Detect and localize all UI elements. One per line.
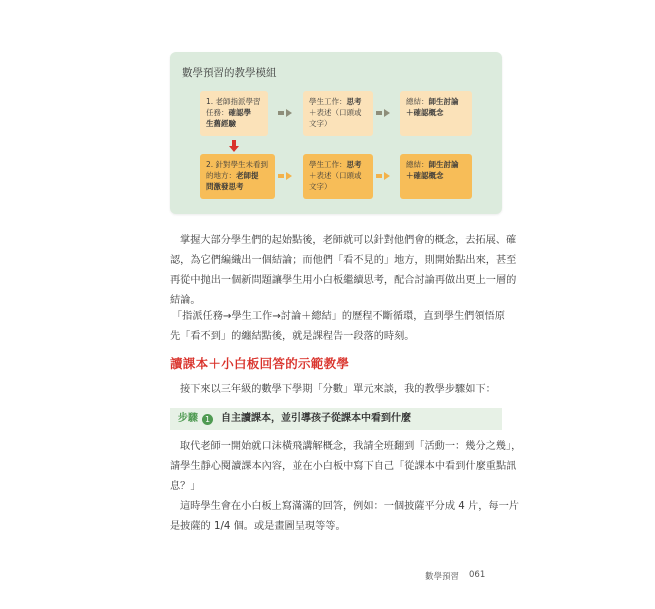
- paragraph-1-line: 結論。: [170, 295, 201, 306]
- paragraph-3-line: 取代老師一開始就口沫橫飛講解概念，我請全班翻到「活動一：幾分之幾」，: [180, 441, 522, 452]
- row1-work-line2: ＋表述（口頭或: [309, 108, 362, 117]
- paragraph-1-line: 認，為它們編織出一個結論；而他們「看不見的」地方，則開始點出來，甚至: [170, 255, 517, 266]
- row1-work-bold: 思考: [346, 97, 362, 106]
- row2-summary-card: [400, 154, 472, 199]
- row1-task-line2: 任務：: [206, 108, 229, 117]
- step-label: 步驟: [178, 413, 198, 424]
- row2-work-bold: 思考: [346, 160, 362, 169]
- row2-work-text: 學生工作：: [309, 160, 347, 169]
- paragraph-2-line: 「指派任務→學生工作→討論＋總結」的歷程不斷循環，直到學生們領悟原: [172, 311, 505, 322]
- row1-work-line3: 文字）: [309, 119, 332, 128]
- diagram-title: 數學預習的教學模組: [182, 67, 277, 79]
- footer-chapter: 數學預習: [425, 572, 460, 582]
- row2-task-card: [200, 154, 275, 199]
- teaching-module-diagram: [170, 52, 502, 214]
- row1-summary-bold: 師生討論: [428, 97, 459, 106]
- row2-summary-bold: 師生討論: [428, 160, 459, 169]
- row2-summary-text: 總結：: [406, 160, 429, 169]
- row2-summary-line2: ＋確認概念: [406, 171, 444, 180]
- row1-task-card: [200, 91, 268, 136]
- paragraph-4-line: 這時學生會在小白板上寫滿滿的回答，例如：一個披薩平分成 4 片，每一片: [180, 501, 519, 512]
- row1-task-bold3: 生舊經驗: [206, 119, 236, 128]
- step-title: 自主讀課本，並引導孩子從課本中看到什麼: [221, 413, 411, 424]
- step-banner: [170, 408, 502, 430]
- row2-work-card: [303, 154, 373, 199]
- row1-summary-text: 總結：: [406, 97, 429, 106]
- section-heading: 讀課本＋小白板回答的示範教學: [170, 356, 350, 371]
- row2-task-bold3: 問激發思考: [206, 182, 244, 191]
- row1-task-text: 1. 老師指派學習: [206, 97, 261, 106]
- row2-task-bold2: 老師提: [236, 171, 259, 180]
- paragraph-4-line: 是披薩的 1/4 個。或是畫圖呈現等等。: [170, 521, 346, 532]
- paragraph-3-line: 請學生靜心閱讀課本內容，並在小白板中寫下自己「從課本中看到什麼重點訊: [170, 461, 517, 472]
- row1-summary-line2: ＋確認概念: [406, 108, 444, 117]
- intro-text: 接下來以三年級的數學下學期「分數」單元來談，我的教學步驟如下：: [180, 384, 496, 395]
- row1-task-bold2: 確認學: [228, 108, 251, 117]
- arrow-right-icon: [384, 172, 390, 180]
- row2-work-line3: 文字）: [309, 182, 332, 191]
- arrow-right-icon: [286, 109, 292, 117]
- row1-work-text: 學生工作：: [309, 97, 347, 106]
- paragraph-2-line: 先「看不到」的纏結點後，就是課程告一段落的時刻。: [170, 331, 415, 342]
- arrow-right-icon: [384, 109, 390, 117]
- step-number-badge: 1: [202, 414, 213, 425]
- paragraph-3-line: 息？」: [170, 481, 201, 492]
- arrow-right-icon: [286, 172, 292, 180]
- row1-summary-card: [400, 91, 472, 136]
- row2-task-text: 2. 針對學生未看到: [206, 160, 269, 169]
- row2-work-line2: ＋表述（口頭或: [309, 171, 362, 180]
- row1-work-card: [303, 91, 373, 136]
- paragraph-1-line: 掌握大部分學生們的起始點後，老師就可以針對他們會的概念，去拓展、確: [180, 235, 517, 246]
- page-number: 061: [469, 570, 486, 580]
- paragraph-1-line: 再從中抛出一個新問題讓學生用小白板繼續思考，配合討論再做出更上一層的: [170, 275, 517, 286]
- row2-task-line2: 的地方：: [206, 171, 236, 180]
